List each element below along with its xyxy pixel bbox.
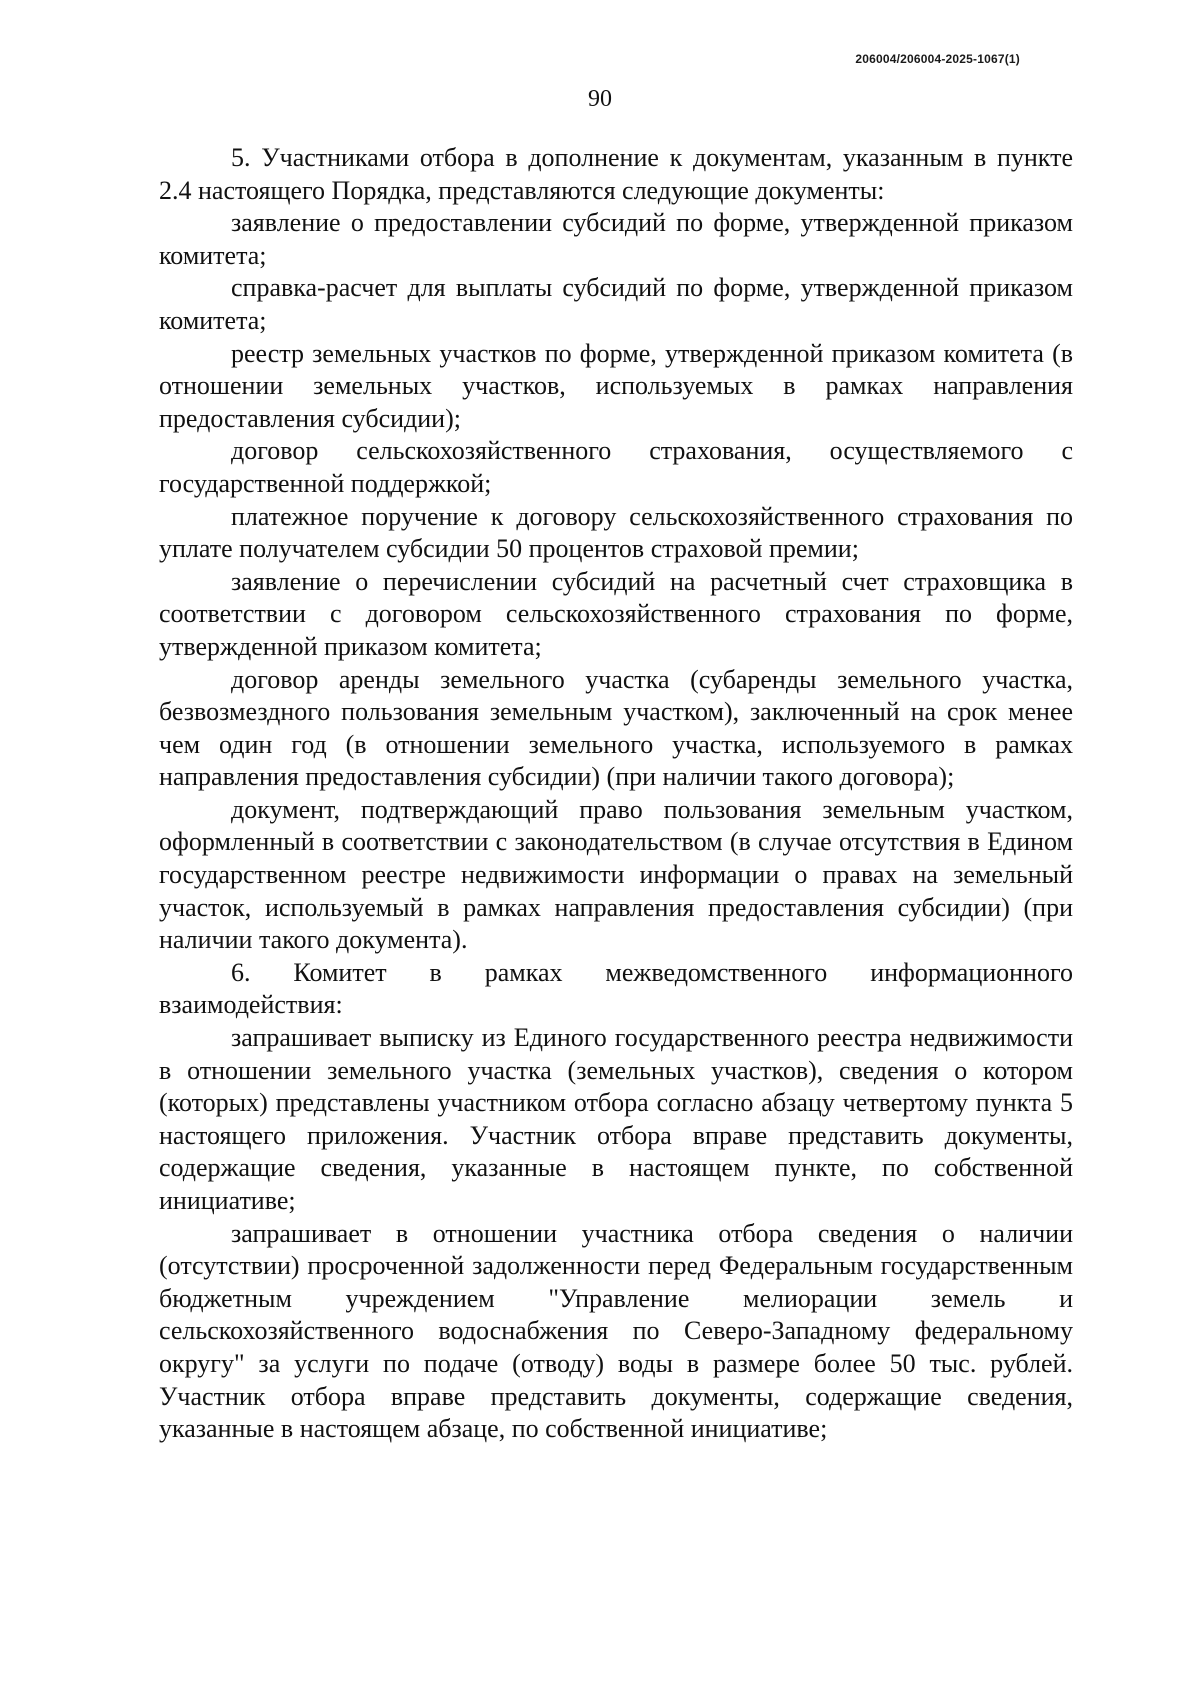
paragraph-lease-contract: договор аренды земельного участка (субаренды земельного участка, безвозмездного пользования земельным участком), заключенный на срок менее чем один год (в отношении земельного участка, используемого в рамках направления предоставления субсидии) (при наличии такого договора); — [159, 664, 1073, 792]
paragraph-item-6: 6. Комитет в рамках межведомственного информационного взаимодействия: — [159, 957, 1073, 1020]
paragraph-item-5: 5. Участниками отбора в дополнение к документам, указанным в пункте 2.4 настоящего Порядка, представляются следующие документы: — [159, 143, 1073, 205]
paragraph-calculation: справка-расчет для выплаты субсидий по форме, утвержденной приказом комитета; — [159, 273, 1073, 335]
paragraph-transfer-application: заявление о перечислении субсидий на расчетный счет страховщика в соответствии с договором сельскохозяйственного страхования по форме, утвержденной приказом комитета; — [159, 566, 1073, 661]
paragraph-application: заявление о предоставлении субсидий по форме, утвержденной приказом комитета; — [159, 208, 1073, 270]
paragraph-debt-information: запрашивает в отношении участника отбора сведения о наличии (отсутствии) просроченной задолженности перед Федеральным государственным бюджетным учреждением "Управление мелиорации земель и сельскохозяйственного водоснабжения по Северо-Западному федеральному округу" за услуги по подаче (отводу) воды в размере более 50 тыс. рублей. Участник отбора вправе представить документы, содержащие сведения, указанные в настоящем абзаце, по собственной инициативе; — [159, 1218, 1073, 1444]
paragraph-registry-extract: запрашивает выписку из Единого государственного реестра недвижимости в отношении земельного участка (земельных участков), сведения о котором (которых) представлены участником отбора согласно абзацу четвертому пункта 5 настоящего приложения. Участник отбора вправе представить документы, содержащие сведения, указанные в настоящем пункте, по собственной инициативе; — [159, 1023, 1073, 1215]
paragraph-insurance-contract: договор сельскохозяйственного страхования, осуществляемого с государственной поддержкой; — [159, 436, 1073, 498]
document-id: 206004/206004-2025-1067(1) — [855, 52, 1020, 66]
paragraph-land-registry: реестр земельных участков по форме, утвержденной приказом комитета (в отношении земельных участков, используемых в рамках направления предоставления субсидии); — [159, 338, 1073, 433]
paragraph-payment-order: платежное поручение к договору сельскохозяйственного страхования по уплате получателем субсидии 50 процентов страховой премии; — [159, 501, 1073, 564]
paragraph-land-right-document: документ, подтверждающий право пользования земельным участком, оформленный в соответствии с законодательством (в случае отсутствия в Едином государственном реестре недвижимости информации о правах на земельный участок, используемый в рамках направления предоставления субсидии) (при наличии такого документа). — [159, 794, 1073, 955]
document-body — [159, 142, 1073, 1446]
page-number: 90 — [588, 86, 612, 112]
